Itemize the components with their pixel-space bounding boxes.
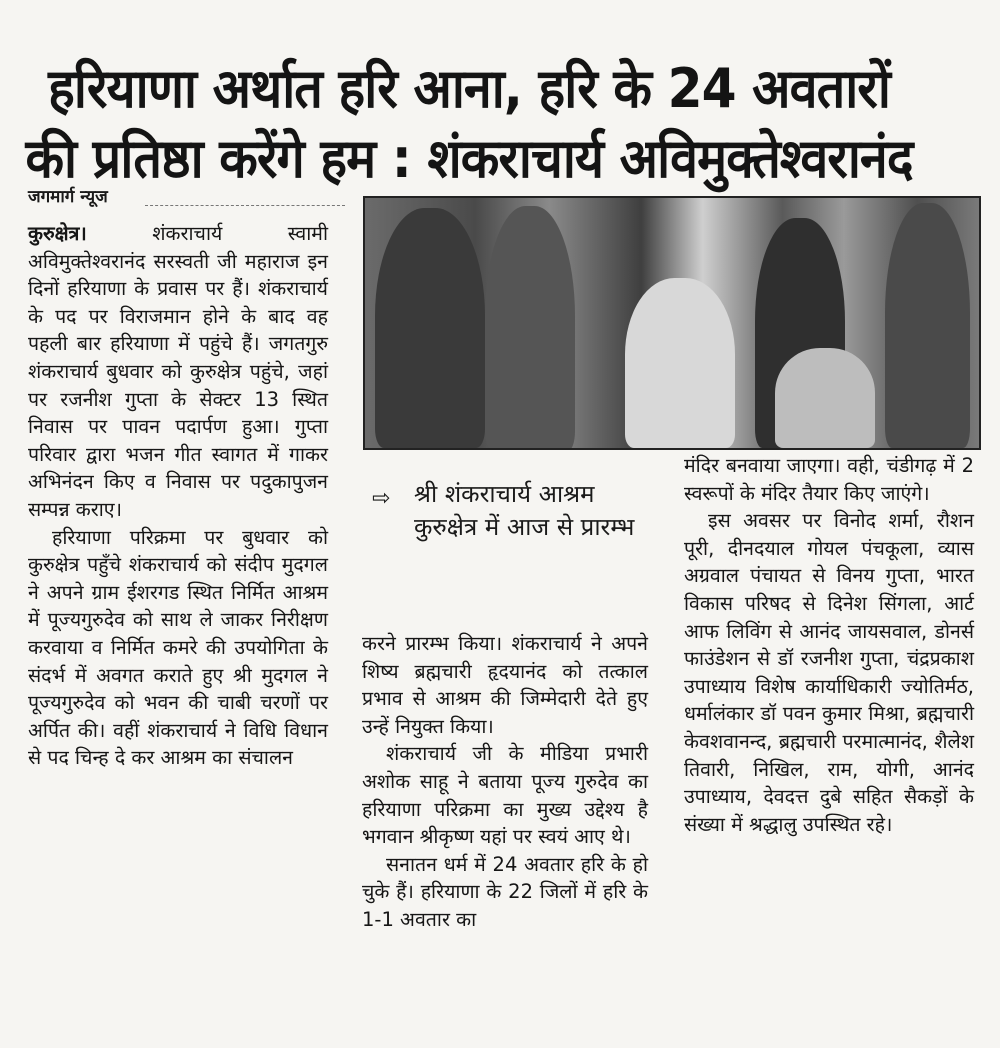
photo-figure xyxy=(625,278,735,448)
photo-figure xyxy=(375,208,485,448)
cropped-previous-line xyxy=(0,0,1000,8)
column-3 xyxy=(684,452,974,838)
news-photo xyxy=(363,196,981,450)
paragraph: सनातन धर्म में 24 अवतार हरि के हो चुके हैं। हरियाणा के 22 जिलों में हरि के 1-1 अवतार का xyxy=(362,852,648,931)
paragraph: इस अवसर पर विनोद शर्मा, रौशन पूरी, दीनदयाल गोयल पंचकूला, व्यास अग्रवाल पंचायत से विनय गुप्ता, भारत विकास परिषद से दिनेश सिंगला, आर्ट आफ लिविंग से आनंद जायसवाल, डोनर्स फाउंडेशन से डॉ रजनीश गुप्ता, चंद्रप्रकाश उपाध्याय विशेष कार्याधिकारी ज्योतिर्मठ, धर्मालंकार डॉ पवन कुमार मिश्रा, ब्रह्मचारी केवशवानन्द, ब्रह्मचारी परमात्मानंद, शैलेश तिवारी, निखिल, राम, योगी, आनंद उपाध्याय, देवदत्त दुबे सहित सैकड़ों के संख्या में श्रद्धालु उपस्थित रहे। xyxy=(684,509,974,836)
dateline: कुरुक्षेत्र। xyxy=(28,222,87,245)
headline xyxy=(18,54,920,194)
photo-figure xyxy=(885,203,970,448)
paragraph: मंदिर बनवाया जाएगा। वही, चंडीगढ़ में 2 स्वरूपों के मंदिर तैयार किए जाएंगे। xyxy=(684,454,974,505)
headline-line-2: की प्रतिष्ठा करेंगे हम : शंकराचार्य अविमुक्तेश्वरानंद xyxy=(25,127,913,191)
paragraph xyxy=(28,220,328,524)
arrow-right-icon: ⇨ xyxy=(372,486,391,511)
paragraph: हरियाणा परिक्रमा पर बुधवार को कुरुक्षेत्र पहुँचे शंकराचार्य को संदीप मुदगल ने अपने ग्राम ईशरगड स्थित निर्मित आश्रम में पूज्यगुरुदेव को साथ ले जाकर निरीक्षण करवाया व निर्मित कमरे की उपयोगिता के संदर्भ में अवगत कराते हुए श्री मुदगल ने पूज्यगुरुदेव को भवन की चाबी चरणों पर अर्पित की। वहीं शंकराचार्य ने विधि विधान से पद चिन्ह दे कर आश्रम का संचालन xyxy=(28,525,328,770)
byline: जगमार्ग न्यूज xyxy=(28,187,108,207)
column-2 xyxy=(362,630,648,934)
headline-line-1: हरियाणा अर्थात हरि आना, हरि के 24 अवतारों xyxy=(48,57,890,121)
paragraph-text: शंकराचार्य स्वामी अविमुक्तेश्वरानंद सरस्वती जी महाराज इन दिनों हरियाणा के प्रवास पर हैं। शंकराचार्य के पद पर विराजमान होने के बाद वह पहली बार हरियाणा में पहुंचे हैं। जगतगुरु शंकराचार्य बुधवार को कुरुक्षेत्र पहुंचे, जहां पर रजनीश गुप्ता के सेक्टर 13 स्थित निवास पर पावन पदार्पण हुआ। गुप्ता परिवार द्वारा भजन गीत स्वागत में गाकर अभिनंदन किए व निवास पर पदुकापुजन सम्पन्न कराए। xyxy=(28,222,328,521)
byline-divider xyxy=(145,205,345,206)
subheading xyxy=(372,478,652,544)
column-1 xyxy=(28,220,328,772)
photo-figure xyxy=(485,206,575,450)
paragraph: करने प्रारम्भ किया। शंकराचार्य ने अपने शिष्य ब्रह्मचारी हृदयानंद को तत्काल प्रभाव से आश्रम की जिम्मेदारी देते हुए उन्हें नियुक्त किया। xyxy=(362,632,648,738)
paragraph: शंकराचार्य जी के मीडिया प्रभारी अशोक साहू ने बताया पूज्य गुरुदेव का हरियाणा परिक्रमा का मुख्य उद्देश्य है भगवान श्रीकृष्ण यहां पर स्वयं आए थे। xyxy=(362,742,648,849)
subheading-text: श्री शंकराचार्य आश्रम कुरुक्षेत्र में आज से प्रारम्भ xyxy=(414,480,635,541)
photo-figure xyxy=(775,348,875,448)
